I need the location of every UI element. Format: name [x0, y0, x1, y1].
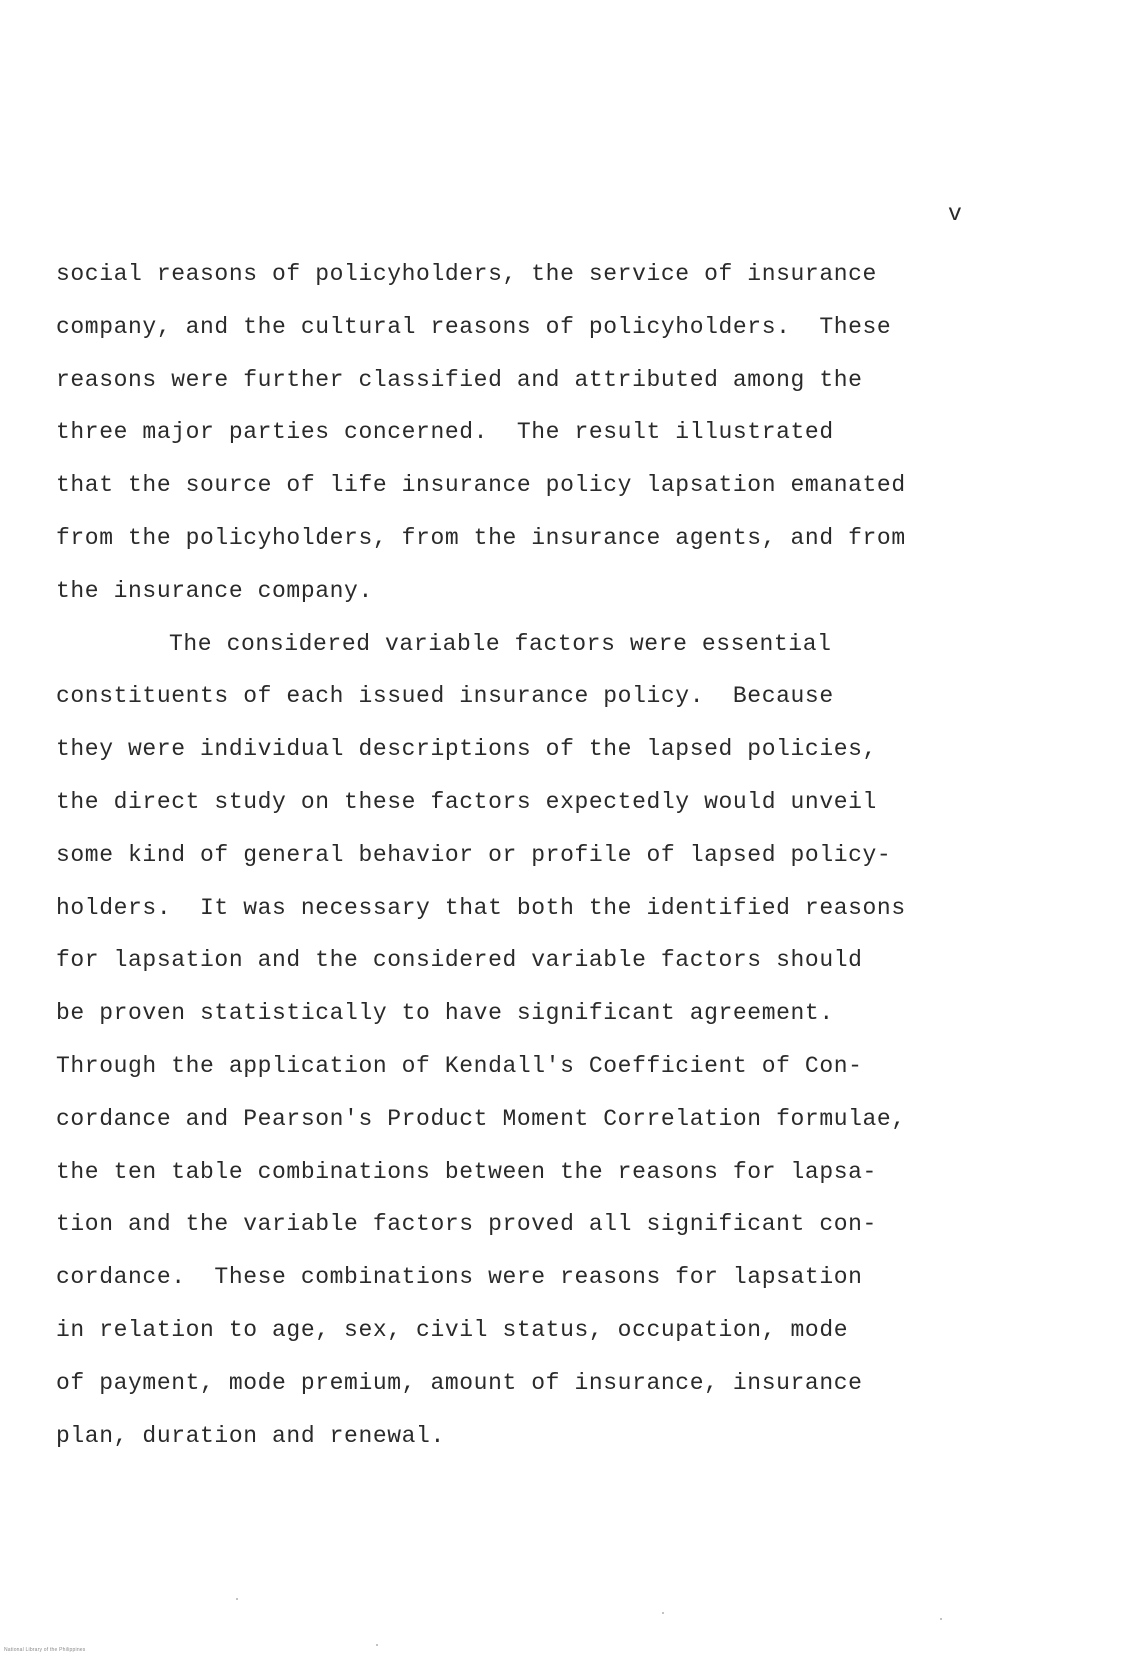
scan-speck [376, 1644, 378, 1646]
scan-speck [236, 1598, 238, 1600]
text-line: tion and the variable factors proved all significant con- [56, 1211, 877, 1238]
text-line: be proven statistically to have significant agreement. [56, 1000, 834, 1027]
text-line: reasons were further classified and attributed among the [56, 366, 863, 393]
text-line: from the policyholders, from the insurance agents, and from [56, 524, 906, 551]
text-line: constituents of each issued insurance policy. Because [56, 683, 834, 710]
text-line: in relation to age, sex, civil status, occupation, mode [56, 1316, 849, 1343]
text-line: social reasons of policyholders, the service of insurance [56, 261, 877, 287]
text-line: the direct study on these factors expectedly would unveil [56, 788, 877, 815]
text-line: cordance. These combinations were reasons for lapsation [56, 1264, 863, 1291]
body-text [56, 248, 1096, 1462]
text-line: the insurance company. [56, 577, 373, 604]
text-line: they were individual descriptions of the lapsed policies, [56, 736, 877, 763]
paragraph-first-line: The considered variable factors were essential [169, 630, 832, 657]
text-line: three major parties concerned. The result illustrated [56, 419, 834, 446]
text-line: that the source of life insurance policy lapsation emanated [56, 472, 906, 499]
text-line: plan, duration and renewal. [56, 1422, 445, 1449]
text-line: cordance and Pearson's Product Moment Correlation formulae, [56, 1105, 906, 1132]
scan-speck [940, 1618, 942, 1620]
text-line: holders. It was necessary that both the identified reasons [56, 894, 906, 921]
text-line: company, and the cultural reasons of policyholders. These [56, 313, 892, 340]
text-line: for lapsation and the considered variable factors should [56, 947, 863, 974]
text-line: some kind of general behavior or profile of lapsed policy- [56, 841, 892, 868]
archive-footer-stamp: National Library of the Philippines [4, 1647, 86, 1653]
scan-speck [662, 1612, 664, 1614]
text-line: the ten table combinations between the reasons for lapsa- [56, 1158, 877, 1185]
text-line: of payment, mode premium, amount of insurance, insurance [56, 1369, 863, 1396]
text-line: Through the application of Kendall's Coefficient of Con- [56, 1052, 863, 1079]
page-number: v [948, 201, 962, 227]
